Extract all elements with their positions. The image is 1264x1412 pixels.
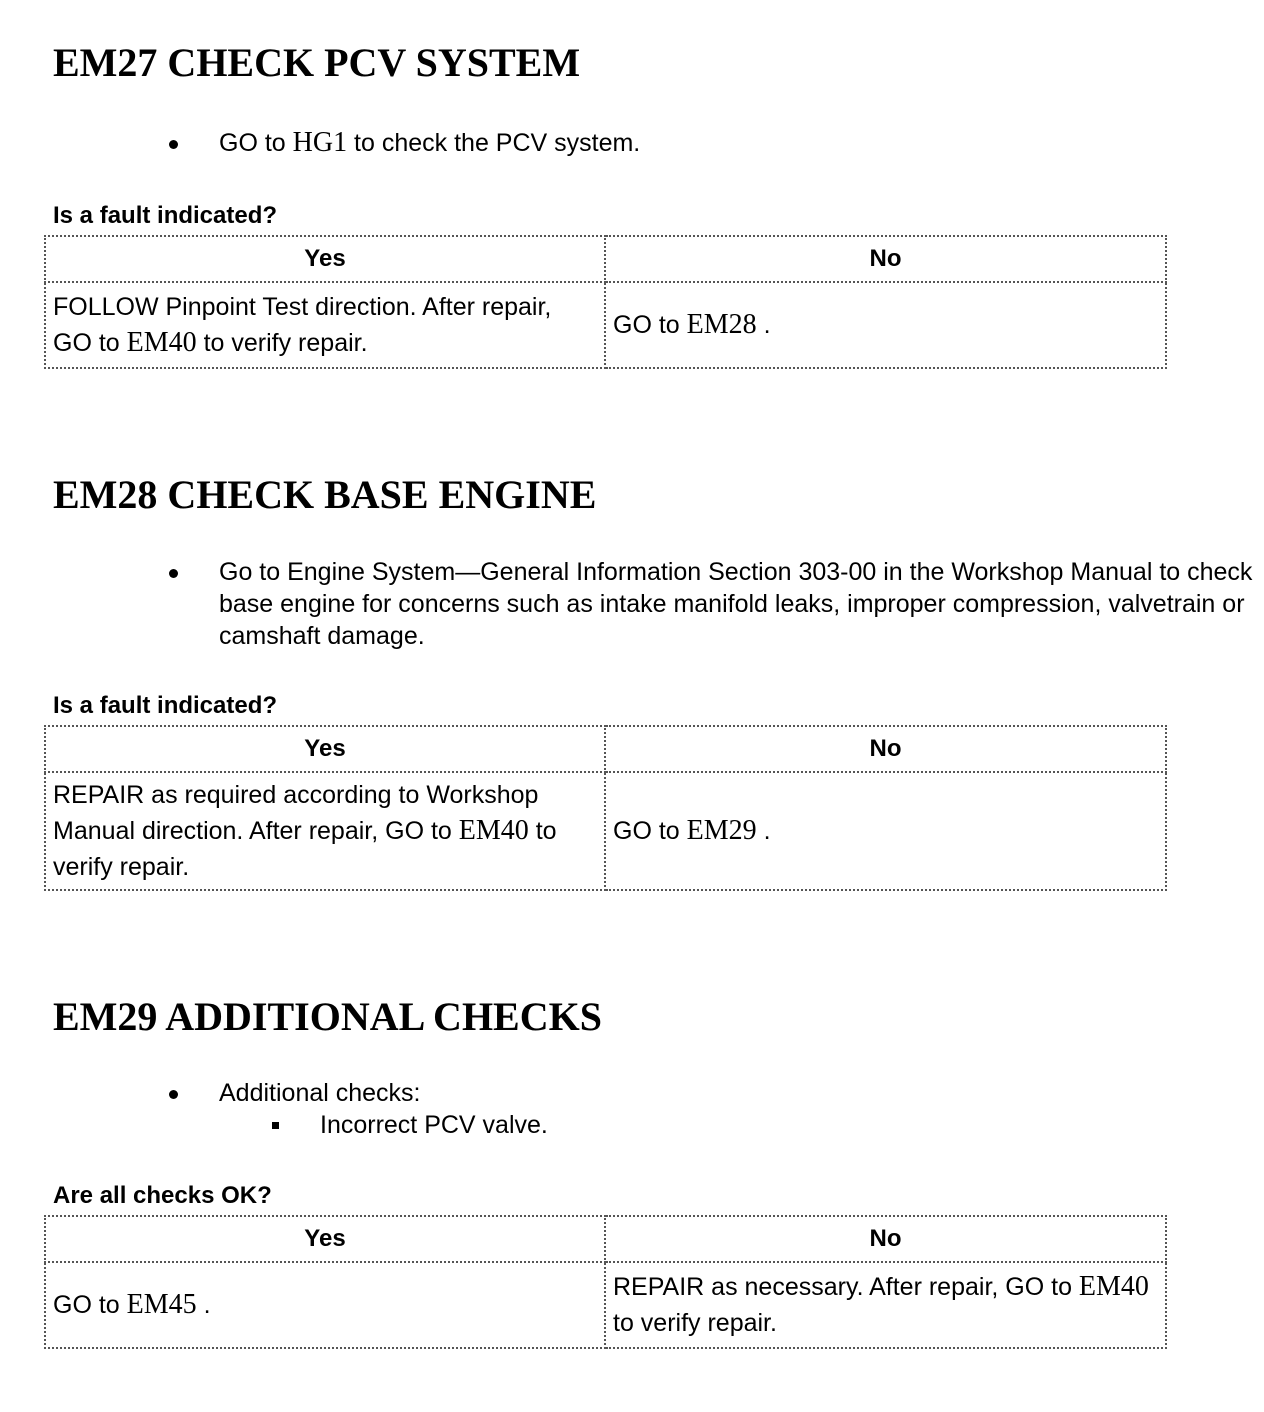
yes-cell: GO to EM45 . [45,1262,605,1348]
reference-link-hg1[interactable]: HG1 [292,127,348,158]
reference-link-em29[interactable]: EM29 [686,815,757,846]
bullet-dot-icon [169,140,178,149]
section-heading-em29: EM29 ADDITIONAL CHECKS [53,994,602,1039]
square-bullet-icon [272,1122,279,1129]
yes-cell: FOLLOW Pinpoint Test direction. After repair, GO to EM40 to verify repair. [45,282,605,368]
yes-cell: REPAIR as required according to Workshop Manual direction. After repair, GO to EM40 to verify repair. [45,772,605,890]
no-cell: GO to EM28 . [605,282,1166,368]
yes-header: Yes [45,236,605,282]
reference-link-em40[interactable]: EM40 [1078,1271,1149,1302]
yes-no-table [44,235,1167,369]
yes-no-table [44,1215,1167,1349]
question-label: Is a fault indicated? [53,202,278,229]
question-label: Is a fault indicated? [53,692,278,719]
yes-header: Yes [45,1216,605,1262]
yes-no-table [44,725,1167,891]
no-header: No [605,726,1166,772]
question-label: Are all checks OK? [53,1182,272,1209]
bullet-dot-icon [169,1090,178,1099]
reference-link-em40[interactable]: EM40 [458,815,529,846]
no-cell: REPAIR as necessary. After repair, GO to EM40 to verify repair. [605,1262,1166,1348]
reference-link-em40[interactable]: EM40 [126,327,197,358]
reference-link-em45[interactable]: EM45 [126,1289,197,1320]
section-heading-em27: EM27 CHECK PCV SYSTEM [53,40,581,85]
yes-header: Yes [45,726,605,772]
reference-link-em28[interactable]: EM28 [686,309,757,340]
no-cell: GO to EM29 . [605,772,1166,890]
bullet-dot-icon [169,569,178,578]
no-header: No [605,236,1166,282]
no-header: No [605,1216,1166,1262]
section-heading-em28: EM28 CHECK BASE ENGINE [53,472,597,517]
